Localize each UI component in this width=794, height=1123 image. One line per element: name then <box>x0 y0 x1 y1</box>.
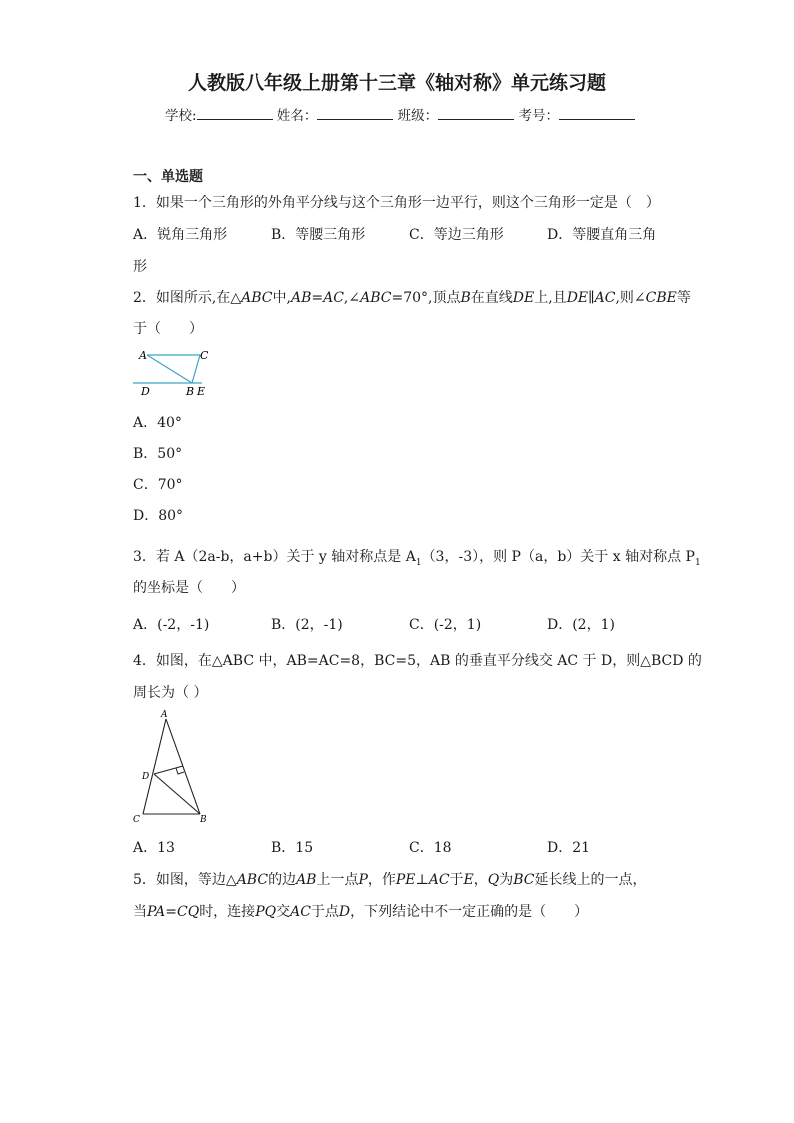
q2-text: 等 <box>676 290 691 306</box>
q2-math: CBE <box>645 290 677 306</box>
q3-option-a[interactable]: A．(-2，-1) <box>133 617 210 633</box>
label-d: D <box>141 385 150 396</box>
side-ac <box>143 719 166 814</box>
q5-text: 交 <box>276 904 291 920</box>
q2-text: =70°,顶点 <box>391 290 461 306</box>
right-angle-mark <box>176 768 184 774</box>
q2-text: 在直线 <box>470 290 513 306</box>
q3-option-d[interactable]: D．(2，1) <box>547 617 615 633</box>
q2-math: DE <box>512 290 535 306</box>
q5-text: 5．如图，等边△ <box>133 872 237 888</box>
q5-text: 当 <box>133 904 147 920</box>
q5-text: ，下列结论中不一定正确的是（ ） <box>350 904 589 920</box>
q5-text: 于 <box>449 872 464 888</box>
segment-ab <box>147 355 192 383</box>
q3-text: （3，-3），则 P（a，b）关于 x 轴对称点 P <box>421 549 695 565</box>
question-4-stem-line2: 周长为（ ） <box>133 685 208 701</box>
q2-text: 中, <box>272 290 291 306</box>
q5-math: PA <box>147 904 166 920</box>
q5-text: 为 <box>499 872 514 888</box>
q5-math: PQ <box>255 904 277 920</box>
q5-text: 延长线上的一点， <box>534 872 647 888</box>
q2-math: ABC <box>360 290 392 306</box>
q1-option-a[interactable]: A．锐角三角形 <box>133 227 228 243</box>
label-c: C <box>133 815 140 825</box>
q2-math: B <box>460 290 471 306</box>
question-3-stem-line2: 的坐标是（ ） <box>133 580 245 596</box>
page-title: 人教版八年级上册第十三章《轴对称》单元练习题 <box>187 72 606 94</box>
q5-math: AB <box>296 872 317 888</box>
q5-text: = <box>165 904 177 920</box>
school-label: 学校: <box>165 108 197 124</box>
q2-option-c[interactable]: C．70° <box>133 477 183 493</box>
q5-math: P <box>358 872 368 888</box>
label-b: B <box>186 385 195 396</box>
q2-text: 2．如图所示,在△ <box>133 290 242 306</box>
q5-math: BC <box>513 872 535 888</box>
q3-option-c[interactable]: C．(-2，1) <box>409 617 482 633</box>
q2-option-d[interactable]: D．80° <box>133 508 184 524</box>
q3-subscript: 1 <box>694 557 701 568</box>
q4-option-d[interactable]: D．21 <box>547 840 591 856</box>
question-2-stem-line2: 于（ ） <box>133 321 203 337</box>
name-blank[interactable] <box>317 105 393 120</box>
label-e: E <box>197 385 206 396</box>
label-d: D <box>142 772 150 782</box>
perpendicular-bisector <box>154 766 183 774</box>
q3-text: 3．若 A（2a-b，a+b）关于 y 轴对称点是 A <box>133 549 416 565</box>
question-5-stem <box>133 869 647 889</box>
q3-subscript: 1 <box>415 557 422 568</box>
q2-math: AC <box>323 290 344 306</box>
section-title: 一、单选题 <box>133 169 203 185</box>
q2-text: = <box>311 290 324 306</box>
q1-option-c[interactable]: C．等边三角形 <box>409 227 504 243</box>
q4-option-b[interactable]: B．15 <box>271 840 314 856</box>
q2-math: AC <box>594 290 616 306</box>
q4-option-a[interactable]: A．13 <box>133 840 175 856</box>
q2-text: 上,且 <box>534 290 567 306</box>
q2-text: ,则∠ <box>615 290 646 306</box>
q5-text: 上一点 <box>316 872 359 888</box>
q2-text: ∥ <box>588 290 595 306</box>
q2-figure <box>130 344 220 396</box>
q5-text: ，作 <box>367 872 396 888</box>
label-c: C <box>200 349 209 362</box>
q2-math: ABC <box>241 290 273 306</box>
q5-math: E <box>463 872 474 888</box>
exam-no-label: 考号： <box>518 108 559 124</box>
question-4-stem: 4．如图，在△ABC 中，AB=AC=8，BC=5，AB 的垂直平分线交 AC 于 D，则△BCD 的 <box>133 653 702 669</box>
q4-option-c[interactable]: C．18 <box>409 840 452 856</box>
q3-option-b[interactable]: B．(2，-1) <box>271 617 343 633</box>
q5-math: PE <box>395 872 416 888</box>
class-blank[interactable] <box>438 105 514 120</box>
q2-option-a[interactable]: A．40° <box>133 415 182 431</box>
class-label: 班级： <box>397 108 439 124</box>
question-5-stem-line2 <box>133 901 588 921</box>
q5-text: 于点 <box>310 904 339 920</box>
q2-math: AB <box>290 290 312 306</box>
q1-option-d[interactable]: D．等腰直角三角 <box>547 227 657 243</box>
q1-option-b[interactable]: B．等腰三角形 <box>271 227 366 243</box>
question-2-stem <box>133 287 691 307</box>
q5-math: D <box>338 904 351 920</box>
q4-figure <box>130 708 210 826</box>
label-a: A <box>139 349 147 362</box>
name-label: 姓名： <box>276 108 318 124</box>
q5-math: AC <box>290 904 311 920</box>
exam-no-blank[interactable] <box>559 105 635 120</box>
q2-option-b[interactable]: B．50° <box>133 446 183 462</box>
q5-math: AC <box>428 872 450 888</box>
q2-text: ,∠ <box>343 290 361 306</box>
q5-text: ， <box>473 872 488 888</box>
q2-math: DE <box>566 290 589 306</box>
label-b: B <box>200 815 207 825</box>
q5-math: CQ <box>176 904 200 920</box>
student-info-line <box>165 104 635 124</box>
school-blank[interactable] <box>197 105 273 120</box>
label-a: A <box>161 710 168 720</box>
q1-option-d-wrap: 形 <box>133 259 147 275</box>
q5-math: ABC <box>236 872 269 888</box>
q5-text: ⊥ <box>415 872 429 888</box>
q5-math: Q <box>487 872 500 888</box>
segment-cb <box>192 355 200 383</box>
q5-text: 的边 <box>268 872 297 888</box>
question-3-stem <box>133 546 701 568</box>
question-1-stem: 1．如果一个三角形的外角平分线与这个三角形一边平行，则这个三角形一定是（ ） <box>133 195 660 211</box>
q5-text: 时，连接 <box>199 904 256 920</box>
